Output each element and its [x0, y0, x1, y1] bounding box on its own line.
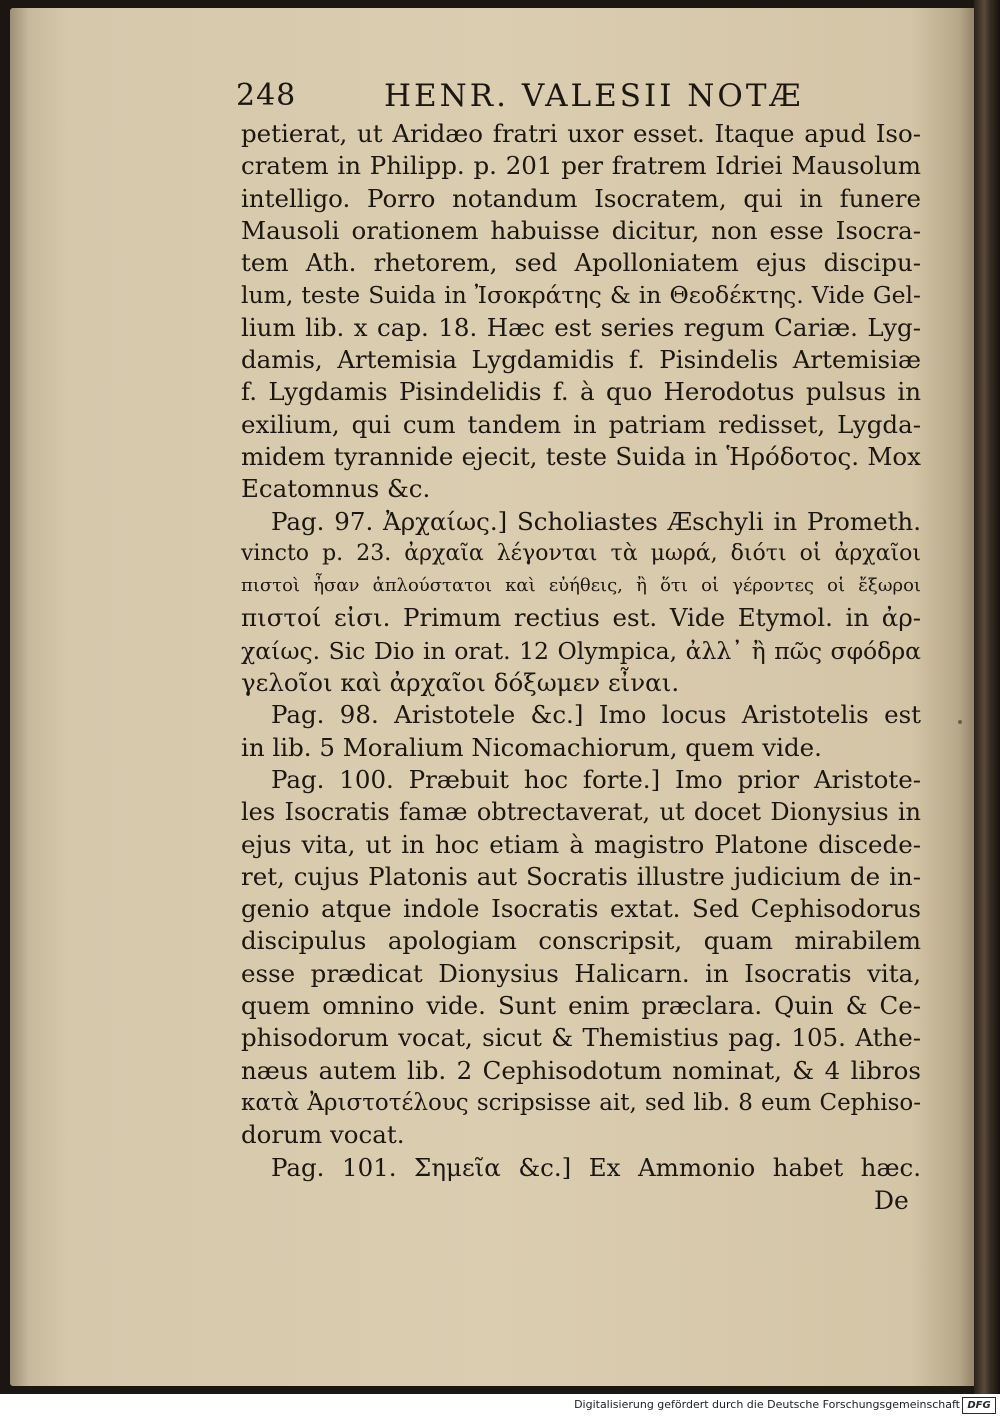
page-header [236, 78, 926, 122]
dfg-logo-icon: DFG [962, 1397, 996, 1414]
text-line: dorum vocat. [241, 1120, 405, 1150]
text-line: les Isocratis famæ obtrectaverat, ut docet Dionysius in [241, 798, 921, 827]
catchword: De [874, 1186, 909, 1215]
text-line: quem omnino vide. Sunt enim præclara. Quin & Ce- [241, 991, 921, 1021]
text-line: ejus vita, ut in hoc etiam à magistro Platone discede- [241, 829, 921, 859]
text-line: cratem in Philipp. p. 201 per fratrem Idriei Mausolum [241, 151, 921, 181]
text-line: exilium, qui cum tandem in patriam redisset, Lygda- [241, 409, 921, 439]
text-line: Pag. 97. Ἀρχαίως.] Scholiastes Æschyli in Prometh. [271, 506, 921, 536]
funding-credit: Digitalisierung gefördert durch die Deutsche Forschungsgemeinschaft [574, 1398, 960, 1411]
text-line: Pag. 100. Præbuit hoc forte.] Imo prior Aristote- [271, 764, 921, 794]
text-line: esse prædicat Dionysius Halicarn. in Isocratis vita, [241, 958, 921, 988]
text-line: lium lib. x cap. 18. Hæc est series regum Cariæ. Lyg- [241, 312, 921, 342]
text-line: lum, teste Suida in Ἰσοκράτης & in Θεοδέκτης. Vide Gel- [241, 281, 921, 310]
running-head: HENR. VALESII NOTÆ [384, 78, 804, 114]
paper-speck [958, 720, 962, 724]
text-line: phisodorum vocat, sicut & Themistius pag. 105. Athe- [241, 1023, 921, 1053]
text-line: næus autem lib. 2 Cephisodotum nominat, & 4 libros [241, 1055, 921, 1085]
text-line: Pag. 101. Σημεῖα &c.] Ex Ammonio habet hæc. [271, 1152, 921, 1182]
text-line: πιστοὶ ἦσαν ἁπλούστατοι καὶ εὐήθεις, ἢ ὅτι οἱ γέροντες οἱ ἔξωροι [241, 575, 921, 597]
text-line: Mausoli orationem habuisse dicitur, non esse Isocra- [241, 215, 921, 245]
text-line: ret, cujus Platonis aut Socratis illustre judicium de in- [241, 861, 921, 891]
footer-bar [0, 1394, 1000, 1416]
page-number: 248 [236, 78, 297, 113]
text-line: χαίως. Sic Dio in orat. 12 Olympica, ἀλλ᾿ ἢ πῶς σφόδρα [241, 636, 921, 665]
text-line: petierat, ut Aridæo fratri uxor esset. Itaque apud Iso- [241, 119, 921, 148]
text-line: tem Ath. rhetorem, sed Apolloniatem ejus discipu- [241, 248, 921, 278]
text-line: Pag. 98. Aristotele &c.] Imo locus Aristotelis est [271, 700, 921, 730]
text-line: genio atque indole Isocratis extat. Sed Cephisodorus [241, 894, 921, 924]
text-line: πιστοί εἰσι. Primum rectius est. Vide Etymol. in ἀρ- [241, 603, 921, 633]
text-line: intelligo. Porro notandum Isocratem, qui in funere [241, 183, 921, 213]
text-line: midem tyrannide ejecit, teste Suida in Ἡρόδοτος. Mox [241, 441, 921, 471]
text-line: discipulus apologiam conscripsit, quam mirabilem [241, 926, 921, 956]
text-line: in lib. 5 Moralium Nicomachiorum, quem vide. [241, 732, 822, 762]
text-line: γελοῖοι καὶ ἀρχαῖοι δόξωμεν εἶναι. [241, 668, 680, 698]
text-line: Ecatomnus &c. [241, 474, 431, 504]
text-line: f. Lygdamis Pisindelidis f. à quo Herodotus pulsus in [241, 377, 921, 407]
text-line: κατὰ Ἀριστοτέλους scripsisse ait, sed lib. 8 eum Cephiso- [241, 1089, 921, 1116]
body-text [241, 118, 921, 1184]
page-edge-shadow [974, 0, 1000, 1394]
text-line: vincto p. 23. ἀρχαῖα λέγονται τὰ μωρά, διότι οἱ ἀρχαῖοι [241, 540, 921, 566]
text-line: damis, Artemisia Lygdamidis f. Pisindelis Artemisiæ [241, 345, 921, 375]
